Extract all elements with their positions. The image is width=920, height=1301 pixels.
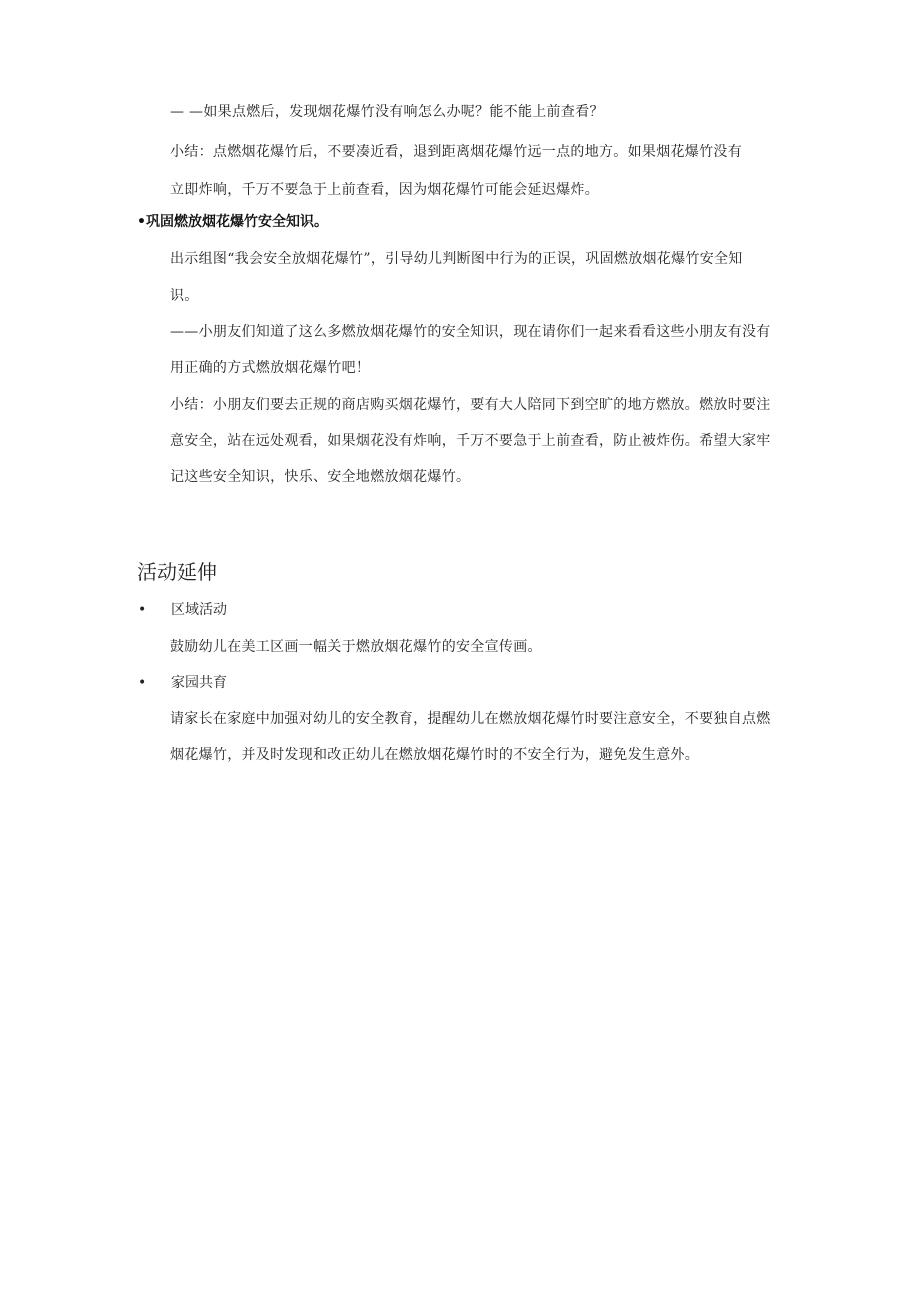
bullet-icon: •: [138, 602, 147, 618]
summary-line-2c: 记这些安全知识，快乐、安全地燃放烟花爆竹。: [170, 469, 471, 485]
bullet-icon: •: [138, 675, 147, 691]
paragraph-line-1a: 出示组图“我会安全放烟花爆竹”，引导幼儿判断图中行为的正误，巩固燃放烟花爆竹安全知: [170, 251, 743, 267]
summary-line-1b: 立即炸响，千万不要急于上前查看，因为烟花爆竹可能会延迟爆炸。: [170, 182, 599, 198]
extension-title: 活动延伸: [137, 560, 217, 584]
question-line-2a: ——小朋友们知道了这么多燃放烟花爆竹的安全知识，现在请你们一起来看看这些小朋友有没有: [170, 324, 771, 340]
extension-item-text: 鼓励幼儿在美工区画一幅关于燃放烟花爆竹的安全宣传画。: [170, 639, 542, 655]
summary-line-1a: 小结：点燃烟花爆竹后，不要凑近看，退到距离烟花爆竹远一点的地方。如果烟花爆竹没有: [170, 144, 742, 160]
summary-line-2a: 小结：小朋友们要去正规的商店购买烟花爆竹，要有大人陪同下到空旷的地方燃放。燃放时要注: [170, 397, 771, 413]
question-line-1: — —如果点燃后，发现烟花爆竹没有响怎么办呢？能不能上前查看？: [170, 104, 604, 120]
section-heading-consolidate: •巩固燃放烟花爆竹安全知识。: [137, 214, 328, 230]
extension-item-text: 请家长在家庭中加强对幼儿的安全教育，提醒幼儿在燃放烟花爆竹时要注意安全，不要独自点燃: [170, 711, 771, 727]
extension-item-text: 烟花爆竹，并及时发现和改正幼儿在燃放烟花爆竹时的不安全行为，避免发生意外。: [170, 747, 700, 763]
extension-item-label-area: 区域活动: [171, 602, 227, 618]
paragraph-line-1b: 识。: [170, 288, 199, 304]
question-line-2b: 用正确的方式燃放烟花爆竹吧！: [170, 360, 371, 376]
extension-item-label-home: 家园共育: [171, 675, 227, 691]
summary-line-2b: 意安全，站在远处观看，如果烟花没有炸响，千万不要急于上前查看，防止被炸伤。希望大家牢: [170, 433, 771, 449]
